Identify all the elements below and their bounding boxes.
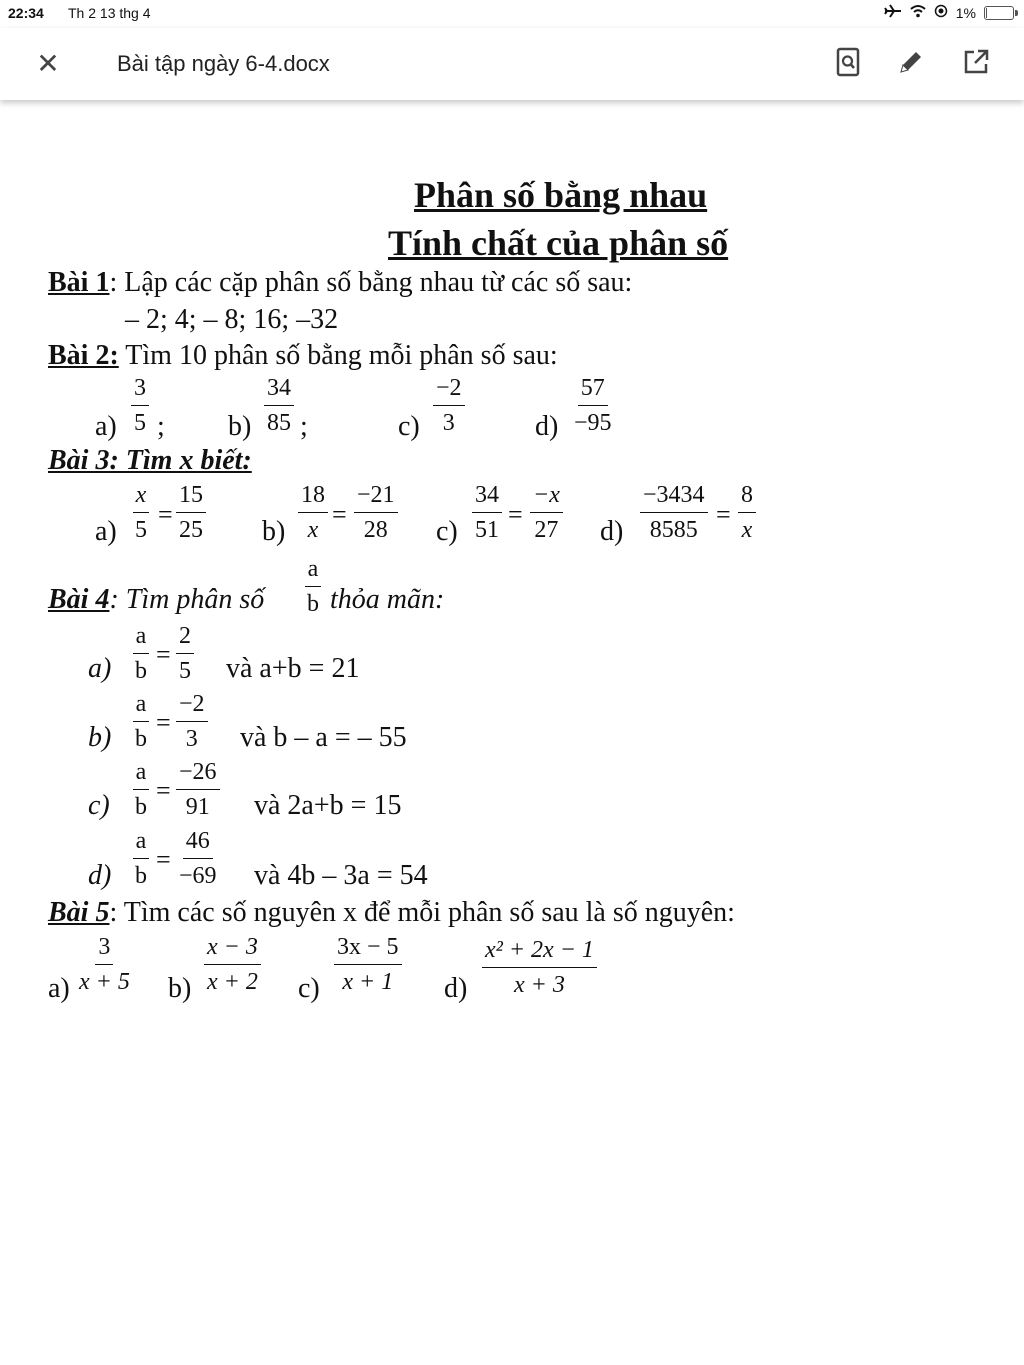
bai5-text: : Tìm các số nguyên x để mỗi phân số sau là số nguyên: bbox=[109, 897, 735, 928]
bai3-c-left-fraction bbox=[472, 483, 502, 542]
bai1-line bbox=[48, 267, 632, 299]
bai5-label: Bài 5 bbox=[48, 897, 110, 928]
bai2-a-fraction bbox=[131, 376, 149, 435]
fraction-numerator: a bbox=[133, 760, 150, 790]
fraction-denominator: 51 bbox=[475, 517, 499, 543]
bai3-c-letter: c) bbox=[436, 516, 458, 547]
bai3-a-right-fraction bbox=[176, 483, 206, 542]
bai4-text-before: : Tìm phân số bbox=[109, 584, 265, 615]
bai4-a-right-fraction bbox=[176, 624, 194, 683]
fraction-denominator: −95 bbox=[574, 410, 612, 436]
bai3-d-right-fraction bbox=[738, 483, 756, 542]
battery-percent: 1% bbox=[955, 4, 976, 21]
bai2-line bbox=[48, 340, 558, 372]
fraction-denominator: b bbox=[135, 658, 147, 684]
fraction-numerator: −2 bbox=[433, 376, 465, 406]
equals-sign: = bbox=[156, 640, 171, 669]
bai3-c-right-fraction bbox=[530, 483, 563, 542]
fraction-numerator: 34 bbox=[264, 376, 294, 406]
fraction-denominator: 8585 bbox=[649, 517, 698, 543]
bai2-d-letter: d) bbox=[535, 411, 559, 442]
bai2-text: Tìm 10 phân số bằng mỗi phân số sau: bbox=[118, 340, 558, 371]
fraction-denominator: 27 bbox=[534, 517, 559, 543]
bai4-text-after: thỏa mãn: bbox=[330, 584, 445, 615]
bai2-a-separator: ; bbox=[157, 411, 165, 442]
bai4-line bbox=[48, 584, 264, 616]
bai4-c-left-fraction bbox=[132, 760, 150, 819]
status-bar bbox=[0, 0, 1024, 28]
bai2-c-fraction bbox=[433, 376, 465, 435]
close-button[interactable] bbox=[32, 48, 64, 80]
fraction-numerator: x − 3 bbox=[204, 935, 261, 965]
document-page bbox=[0, 100, 1024, 1365]
fraction-numerator: −2 bbox=[176, 692, 208, 722]
fraction-numerator: a bbox=[133, 624, 150, 654]
bai2-b-letter: b) bbox=[228, 411, 252, 442]
status-time: 22:34 bbox=[8, 5, 44, 21]
equals-sign: = bbox=[156, 708, 171, 737]
fraction-numerator: 57 bbox=[578, 376, 608, 406]
bai5-c-fraction bbox=[334, 935, 402, 994]
bai2-label: Bài 2: bbox=[48, 340, 119, 371]
fraction-numerator: 3 bbox=[95, 935, 113, 965]
fraction-denominator: b bbox=[135, 863, 147, 889]
fraction-numerator: 46 bbox=[183, 829, 213, 859]
bai4-title-fraction bbox=[304, 557, 322, 616]
bai4-b-letter: b) bbox=[88, 722, 112, 753]
battery-icon bbox=[984, 6, 1014, 20]
fraction-denominator: 5 bbox=[135, 517, 147, 543]
bai3-a-letter: a) bbox=[95, 516, 117, 547]
bai3-d-letter: d) bbox=[600, 516, 624, 547]
status-date: Th 2 13 thg 4 bbox=[68, 5, 151, 21]
bai4-label: Bài 4 bbox=[48, 584, 110, 615]
equals-sign: = bbox=[156, 776, 171, 805]
fraction-denominator: x + 3 bbox=[514, 972, 565, 998]
fraction-denominator: b bbox=[307, 591, 319, 617]
bai2-b-fraction bbox=[264, 376, 294, 435]
fraction-denominator: b bbox=[135, 726, 147, 752]
fraction-numerator: 3x − 5 bbox=[334, 935, 402, 965]
bai4-a-condition: và a+b = 21 bbox=[226, 653, 360, 684]
heading-1: Phân số bằng nhau bbox=[414, 175, 708, 215]
bai4-c-right-fraction bbox=[176, 760, 220, 819]
status-right bbox=[884, 4, 1014, 21]
fraction-denominator: 85 bbox=[267, 410, 291, 436]
fraction-numerator: −21 bbox=[354, 483, 398, 513]
document-title: Bài tập ngày 6-4.docx bbox=[117, 51, 330, 76]
bai5-line bbox=[48, 897, 735, 929]
search-document-icon bbox=[835, 47, 861, 82]
airplane-icon bbox=[884, 4, 902, 21]
fraction-denominator: x bbox=[741, 517, 753, 543]
bai5-d-letter: d) bbox=[444, 973, 468, 1004]
equals-sign: = bbox=[156, 845, 171, 874]
bai4-b-left-fraction bbox=[132, 692, 150, 751]
bai4-d-left-fraction bbox=[132, 829, 150, 888]
bai4-c-condition: và 2a+b = 15 bbox=[254, 790, 402, 821]
bai2-b-separator: ; bbox=[300, 411, 308, 442]
open-external-button[interactable] bbox=[958, 46, 994, 82]
bai2-c-letter: c) bbox=[398, 411, 420, 442]
equals-sign: = bbox=[158, 500, 173, 529]
bai5-b-fraction bbox=[204, 935, 261, 994]
bai2-a-letter: a) bbox=[95, 411, 117, 442]
bai3-b-letter: b) bbox=[262, 516, 286, 547]
location-icon bbox=[934, 4, 948, 21]
fraction-numerator: a bbox=[133, 692, 150, 722]
pencil-icon bbox=[897, 48, 925, 81]
fraction-numerator: −3434 bbox=[640, 483, 708, 513]
bai3-a-left-fraction bbox=[132, 483, 150, 542]
bai3-b-left-fraction bbox=[298, 483, 328, 542]
bai5-c-letter: c) bbox=[298, 973, 320, 1004]
bai4-a-left-fraction bbox=[132, 624, 150, 683]
fraction-denominator: 3 bbox=[442, 410, 455, 436]
bai3-b-right-fraction bbox=[354, 483, 398, 542]
fraction-numerator: −x bbox=[530, 483, 563, 513]
close-icon: ✕ bbox=[36, 48, 60, 79]
fraction-numerator: −26 bbox=[176, 760, 220, 790]
bai3-d-left-fraction bbox=[640, 483, 708, 542]
bai4-a-letter: a) bbox=[88, 653, 112, 684]
fraction-numerator: 3 bbox=[131, 376, 149, 406]
bai5-a-letter: a) bbox=[48, 973, 70, 1004]
fraction-denominator: x bbox=[307, 517, 319, 543]
bai4-d-right-fraction bbox=[176, 829, 220, 888]
bai1-text: : Lập các cặp phân số bằng nhau từ các số sau: bbox=[109, 267, 633, 298]
fraction-denominator: 3 bbox=[185, 726, 198, 752]
fraction-denominator: 5 bbox=[179, 658, 191, 684]
equals-sign: = bbox=[508, 500, 523, 529]
bai2-d-fraction bbox=[571, 376, 615, 435]
bai3-label: Bài 3: Tìm x biết: bbox=[48, 445, 252, 476]
fraction-numerator: x bbox=[133, 483, 150, 513]
bai5-b-letter: b) bbox=[168, 973, 192, 1004]
bai5-d-fraction bbox=[482, 938, 597, 997]
bai4-c-letter: c) bbox=[88, 790, 110, 821]
fraction-numerator: 15 bbox=[176, 483, 206, 513]
bai4-d-condition: và 4b – 3a = 54 bbox=[254, 860, 428, 891]
bai4-b-condition: và b – a = – 55 bbox=[240, 722, 407, 753]
open-in-new-icon bbox=[962, 48, 990, 81]
bai1-label: Bài 1 bbox=[48, 267, 110, 298]
find-in-document-button[interactable] bbox=[830, 46, 866, 82]
fraction-numerator: a bbox=[133, 829, 150, 859]
fraction-denominator: b bbox=[135, 794, 147, 820]
bai4-d-letter: d) bbox=[88, 860, 112, 891]
app-toolbar bbox=[0, 28, 1024, 100]
fraction-numerator: a bbox=[305, 557, 322, 587]
fraction-numerator: x² + 2x − 1 bbox=[482, 938, 597, 968]
fraction-denominator: x + 1 bbox=[342, 969, 394, 995]
battery-fill bbox=[986, 8, 987, 18]
fraction-numerator: 2 bbox=[176, 624, 194, 654]
fraction-denominator: x + 5 bbox=[79, 969, 130, 995]
fraction-denominator: 28 bbox=[363, 517, 388, 543]
fraction-denominator: 25 bbox=[179, 517, 203, 543]
bai4-b-right-fraction bbox=[176, 692, 208, 751]
wifi-icon bbox=[910, 4, 926, 21]
fraction-denominator: 5 bbox=[134, 410, 146, 436]
fraction-denominator: x + 2 bbox=[207, 969, 258, 995]
bai1-numbers: – 2; 4; – 8; 16; –32 bbox=[125, 304, 339, 335]
equals-sign: = bbox=[332, 500, 347, 529]
fraction-numerator: 34 bbox=[472, 483, 502, 513]
heading-2: Tính chất của phân số bbox=[388, 223, 729, 263]
equals-sign: = bbox=[716, 500, 731, 529]
bai5-a-fraction bbox=[76, 935, 133, 994]
fraction-numerator: 8 bbox=[738, 483, 756, 513]
edit-button[interactable] bbox=[893, 46, 929, 82]
fraction-numerator: 18 bbox=[298, 483, 328, 513]
fraction-denominator: −69 bbox=[179, 863, 217, 889]
fraction-denominator: 91 bbox=[185, 794, 210, 820]
